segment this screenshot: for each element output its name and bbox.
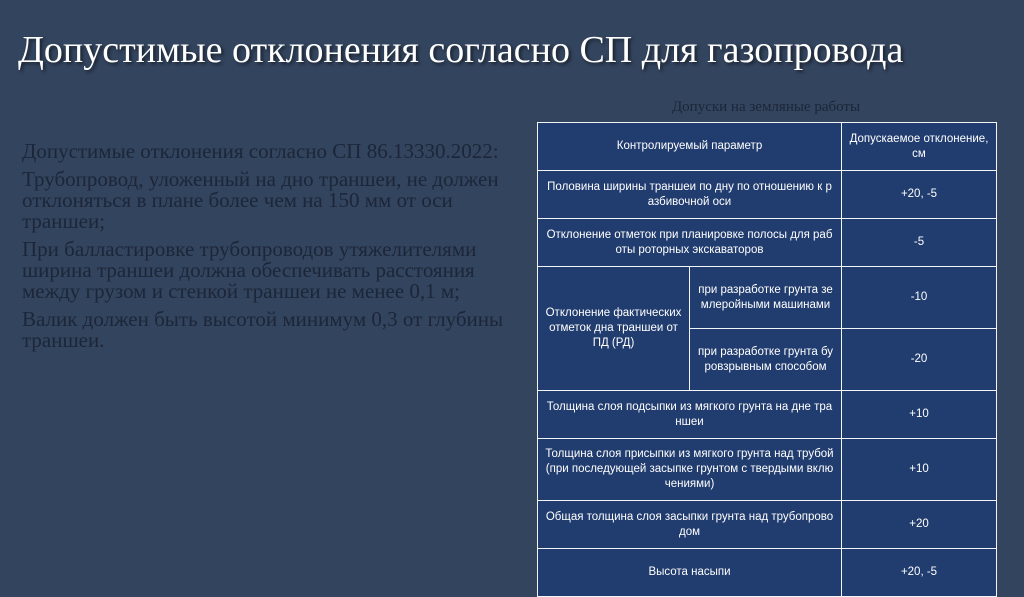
value-cell: -10: [842, 267, 997, 329]
table-row: [538, 501, 997, 549]
table-row: [538, 549, 997, 597]
table-header-row: [538, 123, 997, 171]
value-cell: +20, -5: [842, 549, 997, 597]
value-cell: +10: [842, 391, 997, 439]
param-cell: Толщина слоя присыпки из мягкого грунта над трубой (при последующей засыпке грунтом с твердыми включениями): [538, 439, 842, 501]
param-cell: Половина ширины траншеи по дну по отношению к разбивочной оси: [538, 171, 842, 219]
tolerance-table: [537, 122, 997, 597]
param-cell: Общая толщина слоя засыпки грунта над трубопроводом: [538, 501, 842, 549]
param-cell: Толщина слоя подсыпки из мягкого грунта на дне траншеи: [538, 391, 842, 439]
paragraph: Валик должен быть высотой минимум 0,3 от глубины траншеи.: [22, 307, 504, 352]
value-cell: -20: [842, 329, 997, 391]
value-cell: +20: [842, 501, 997, 549]
body-text: [22, 141, 522, 358]
subparam-cell: при разработке грунта землеройными машинами: [690, 267, 842, 329]
header-value-cell: Допускаемое отклонение, см: [842, 123, 997, 171]
group-param-cell: Отклонение фактических отметок дна траншеи от ПД (РД): [538, 267, 690, 391]
table-row: [538, 171, 997, 219]
value-cell: +10: [842, 439, 997, 501]
param-cell: Высота насыпи: [538, 549, 842, 597]
paragraph: Допустимые отклонения согласно СП 86.13330.2022:: [22, 139, 499, 163]
table-row: [538, 391, 997, 439]
paragraph: При балластировке трубопроводов утяжелителями ширина траншеи должна обеспечивать расстояния между грузом и стенкой траншеи не менее 0,1 м;: [22, 237, 477, 303]
subparam-cell: при разработке грунта буровзрывным способом: [690, 329, 842, 391]
table-caption: Допуски на земляные работы: [671, 99, 861, 115]
slide-title: Допустимые отклонения согласно СП для газопровода: [18, 29, 904, 71]
value-cell: +20, -5: [842, 171, 997, 219]
header-param-cell: Контролируемый параметр: [538, 123, 842, 171]
table-row: [538, 439, 997, 501]
value-cell: -5: [842, 219, 997, 267]
table-row: [538, 219, 997, 267]
paragraph: Трубопровод, уложенный на дно траншеи, не должен отклоняться в плане более чем на 150 мм от оси траншеи;: [22, 167, 499, 233]
param-cell: Отклонение отметок при планировке полосы для работы роторных экскаваторов: [538, 219, 842, 267]
table-row: [538, 267, 997, 329]
